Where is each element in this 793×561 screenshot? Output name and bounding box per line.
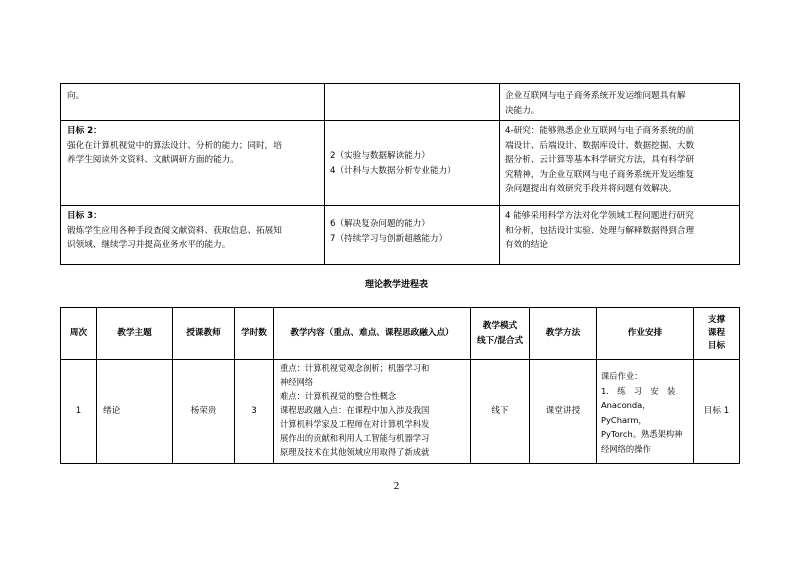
content-line: 神经网络 bbox=[280, 377, 314, 387]
content-line: 计算机科学家及工程师在对计算机学科发 bbox=[280, 419, 430, 429]
header-week-label: 周次 bbox=[69, 328, 88, 339]
header-hours-label: 学时数 bbox=[241, 328, 267, 339]
row1-teacher-value: 杨荣贵 bbox=[190, 406, 217, 417]
research-line: 和分析，包括设计实验、处理与解释数据得到合理 bbox=[505, 225, 695, 236]
objective-cell-row0-col1 bbox=[67, 89, 319, 104]
objective-cell-row0-col3 bbox=[505, 89, 737, 118]
objective-cell-row1-col1 bbox=[67, 124, 319, 168]
row1-homework bbox=[601, 369, 692, 456]
goal-line: 养学生阅读外文资料、文献调研方面的能力。 bbox=[67, 155, 239, 165]
ability-line: 7（持续学习与创新超越能力） bbox=[330, 233, 448, 244]
goal-line: 强化在计算机视觉中的算法设计、分析的能力；同时，培 bbox=[67, 140, 282, 151]
homework-line: PyTorch。熟悉架构神 bbox=[601, 429, 683, 439]
research-line: 4-研究：能够熟悉企业互联网与电子商务系统的前 bbox=[505, 126, 695, 136]
row1-topic bbox=[103, 360, 172, 463]
research-line: 企业互联网与电子商务系统开发运维问题具有解 bbox=[505, 91, 686, 101]
row1-hours bbox=[235, 360, 273, 463]
row1-hours-value: 3 bbox=[251, 406, 257, 417]
row1-mode bbox=[471, 360, 529, 463]
content-line: 重点：计算机视觉观念剖析；机器学习和 bbox=[280, 363, 430, 373]
page-number: 2 bbox=[393, 480, 400, 492]
homework-line: 经网络的操作 bbox=[601, 443, 651, 454]
ability-line: 4（计科与大数据分析专业能力） bbox=[330, 165, 456, 176]
header-support-line: 目标 bbox=[707, 341, 726, 351]
homework-line: 1. 练 习 安 装 bbox=[601, 385, 676, 396]
row1-method bbox=[530, 360, 596, 463]
homework-line: Anaconda，PyCharm， bbox=[601, 400, 651, 425]
research-line: 决能力。 bbox=[505, 105, 540, 116]
header-support bbox=[694, 308, 739, 359]
header-homework bbox=[597, 308, 693, 359]
objective-cell-row1-col3 bbox=[505, 124, 737, 197]
objective-cell-row2-col2 bbox=[330, 217, 495, 246]
goal-line: 锻炼学生应用各种手段查阅文献资料、获取信息、拓展知 bbox=[67, 225, 282, 236]
goal-title: 目标 2： bbox=[67, 126, 102, 136]
schedule-title: 理论教学进程表 bbox=[364, 280, 428, 290]
header-teacher-label: 授课教师 bbox=[186, 328, 221, 339]
header-method-label: 教学方法 bbox=[545, 328, 581, 339]
row1-support-value: 目标 1 bbox=[703, 406, 730, 417]
row1-mode-value: 线下 bbox=[491, 406, 509, 417]
header-content bbox=[274, 308, 470, 359]
header-support-line: 课程 bbox=[707, 328, 726, 338]
content-line: 展作出的贡献和利用人工智能与机器学习 bbox=[280, 433, 430, 443]
goal-title: 目标 3： bbox=[67, 211, 102, 221]
ability-line: 2（实验与数据解读能力） bbox=[330, 151, 430, 161]
research-line: 4 能够采用科学方法对化学领域工程问题进行研究 bbox=[505, 211, 694, 221]
objective-text: 向。 bbox=[67, 91, 85, 101]
row1-week bbox=[61, 360, 96, 463]
row1-topic-value: 绪论 bbox=[103, 406, 121, 417]
header-topic-label: 教学主题 bbox=[117, 328, 152, 339]
header-teacher bbox=[173, 308, 234, 359]
research-line: 据分析、云计算等基本科学研究方法，具有科学研 bbox=[505, 155, 695, 165]
goal-line: 识领域、继续学习并提高业务水平的能力。 bbox=[67, 240, 231, 250]
row1-content bbox=[280, 361, 468, 459]
header-content-label: 教学内容（重点、难点、课程思政融入点） bbox=[290, 328, 454, 339]
content-line: 难点：计算机视觉的整合性概念 bbox=[280, 391, 397, 401]
objective-cell-row2-col3 bbox=[505, 209, 737, 253]
header-mode bbox=[471, 308, 529, 359]
header-support-line: 支撑 bbox=[707, 315, 726, 325]
row1-week-value: 1 bbox=[75, 406, 82, 417]
research-line: 究精神，为企业互联网与电子商务系统开发运维复 bbox=[505, 169, 695, 180]
header-mode-line: 教学模式 bbox=[482, 321, 518, 331]
objective-cell-row2-col1 bbox=[67, 209, 319, 253]
row1-support bbox=[694, 360, 739, 463]
header-hours bbox=[235, 308, 273, 359]
research-line: 杂问题提出有效研究手段并将问题有效解决。 bbox=[505, 184, 677, 194]
objective-cell-row1-col2 bbox=[330, 149, 495, 178]
header-topic bbox=[97, 308, 172, 359]
ability-line: 6（解决复杂问题的能力） bbox=[330, 219, 430, 229]
homework-line: 课后作业： bbox=[601, 371, 643, 381]
header-mode-line: 线下/混合式 bbox=[476, 335, 524, 346]
row1-teacher bbox=[173, 360, 234, 463]
research-line: 端设计、后端设计、数据库设计、数据挖掘、大数 bbox=[505, 140, 695, 151]
header-homework-label: 作业安排 bbox=[627, 328, 663, 339]
content-line: 原理及技术在其他领域应用取得了新成就 bbox=[280, 447, 430, 457]
header-week bbox=[61, 308, 96, 359]
content-line: 课程思政融入点：在课程中加入涉及我国 bbox=[280, 405, 430, 415]
header-method bbox=[530, 308, 596, 359]
row1-method-value: 课堂讲授 bbox=[545, 406, 581, 417]
research-line: 有效的结论 bbox=[505, 240, 548, 250]
